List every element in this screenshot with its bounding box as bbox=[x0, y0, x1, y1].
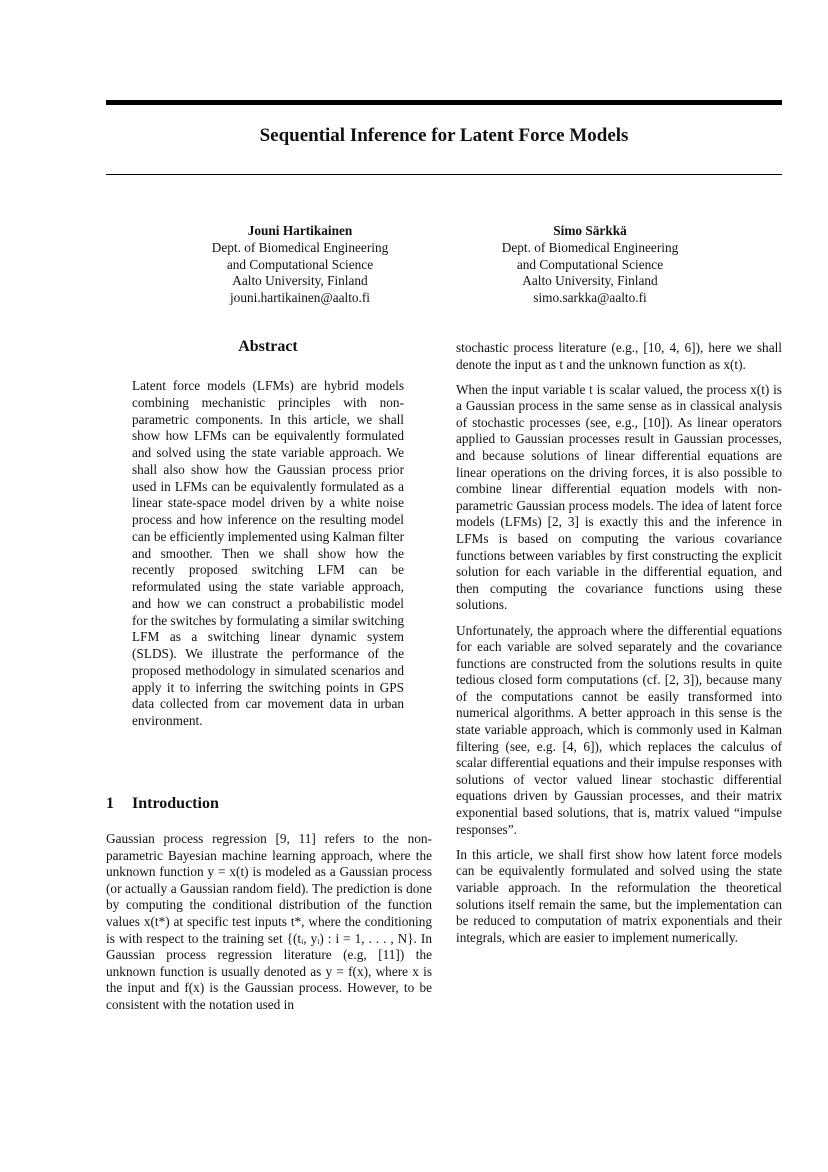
title-bottom-rule bbox=[106, 174, 782, 175]
section-heading bbox=[106, 795, 219, 813]
abstract-heading: Abstract bbox=[238, 338, 298, 355]
body-paragraph: Gaussian process regression [9, 11] refers to the non-parametric Bayesian machine learning approach, where the unknown function y = x(t) is modeled as a Gaussian process (or actually a Gaussian random field). The prediction is done by computing the conditional distribution of the function values x(t*) at specific test inputs t*, where the conditioning is with respect to the training set {(tᵢ, yᵢ) : i = 1, . . . , N}. In Gaussian process regression literature (e.g, [11]) the unknown function is usually denoted as y = f(x), where x is the input and f(x) is the Gaussian process. However, to be consistent with the notation used in bbox=[106, 831, 432, 1012]
author-email: simo.sarkka@aalto.fi bbox=[533, 290, 647, 306]
body-paragraph: In this article, we shall first show how latent force models can be equivalently formulated and solved using the state variable approach. In the reformulation the theoretical solutions itself remain the same, but the implementation can be reduced to computation of matrix exponentials and their integrals, which are easier to implement numerically. bbox=[456, 846, 782, 945]
author-name: Jouni Hartikainen bbox=[247, 223, 353, 238]
author-affiliation-line: Dept. of Biomedical Engineering bbox=[211, 239, 389, 255]
paper-title: Sequential Inference for Latent Force Models bbox=[259, 125, 629, 146]
author-affiliation-line: Aalto University, Finland bbox=[232, 273, 368, 289]
body-paragraph: Unfortunately, the approach where the differential equations for each variable are solved separately and the covariance functions are constructed from the solutions results in quite tedious closed form computations (cf. [2, 3]), because many of the computations cannot be easily transformed into numerical algorithms. A better approach in this sense is the state variable approach, which is commonly used in Kalman filtering (see, e.g. [4, 6]), which replaces the calculus of scalar differential equations and their impulse responses with solutions of vector valued linear stochastic differential equations driven by Gaussian processes, and their matrix exponential based solutions, that is, matrix valued “impulse responses”. bbox=[456, 622, 782, 837]
author-affiliation-line: and Computational Science bbox=[516, 256, 664, 272]
body-paragraph: stochastic process literature (e.g., [10, 4, 6]), here we shall denote the input as t and the unknown function as x(t). bbox=[456, 340, 782, 372]
right-column bbox=[456, 340, 782, 955]
abstract-text: Latent force models (LFMs) are hybrid models combining mechanistic principles with non-parametric components. In this article, we shall show how LFMs can be equivalently formulated and solved using the state variable approach. We shall also show how the Gaussian process prior used in LFMs can be equivalently formulated as a linear state-space model driven by a white noise process and how inference on the resulting model can be efficiently implemented using Kalman filter and smoother. Then we shall show how the recently proposed switching LFM can be reformulated using the state variable approach, and how we can construct a probabilistic model for the switches by formulating a similar switching LFM as a switching linear dynamic system (SLDS). We illustrate the performance of the proposed methodology in simulated scenarios and apply it to inferring the switching points in GPS data collected from car movement data in urban environment. bbox=[132, 378, 404, 728]
author-name: Simo Särkkä bbox=[553, 223, 627, 238]
author-affiliation-line: and Computational Science bbox=[226, 256, 374, 272]
author-affiliation-line: Aalto University, Finland bbox=[522, 273, 658, 289]
title-top-rule bbox=[106, 100, 782, 105]
body-paragraph: When the input variable t is scalar valued, the process x(t) is a Gaussian process in the same sense as in classical analysis of stochastic processes (see, e.g., [10]). As linear operators applied to Gaussian processes result in Gaussian processes, and because solutions of linear differential equations are linear operations on the driving forces, it is also possible to combine linear differential equation models with non-parametric Gaussian process models. The idea of latent force models (LFMs) [2, 3] is exactly this and the inference in LFMs is based on computing the various covariance functions between variables by first constructing the explicit solution for each variable in the differential equation, and then computing the covariance functions using these solutions. bbox=[456, 381, 782, 613]
author-block-1 bbox=[150, 223, 450, 307]
author-email: jouni.hartikainen@aalto.fi bbox=[229, 290, 370, 306]
section-title: Introduction bbox=[132, 795, 219, 812]
section-number: 1 bbox=[106, 795, 114, 812]
author-block-2 bbox=[440, 223, 740, 307]
author-affiliation-line: Dept. of Biomedical Engineering bbox=[501, 239, 679, 255]
